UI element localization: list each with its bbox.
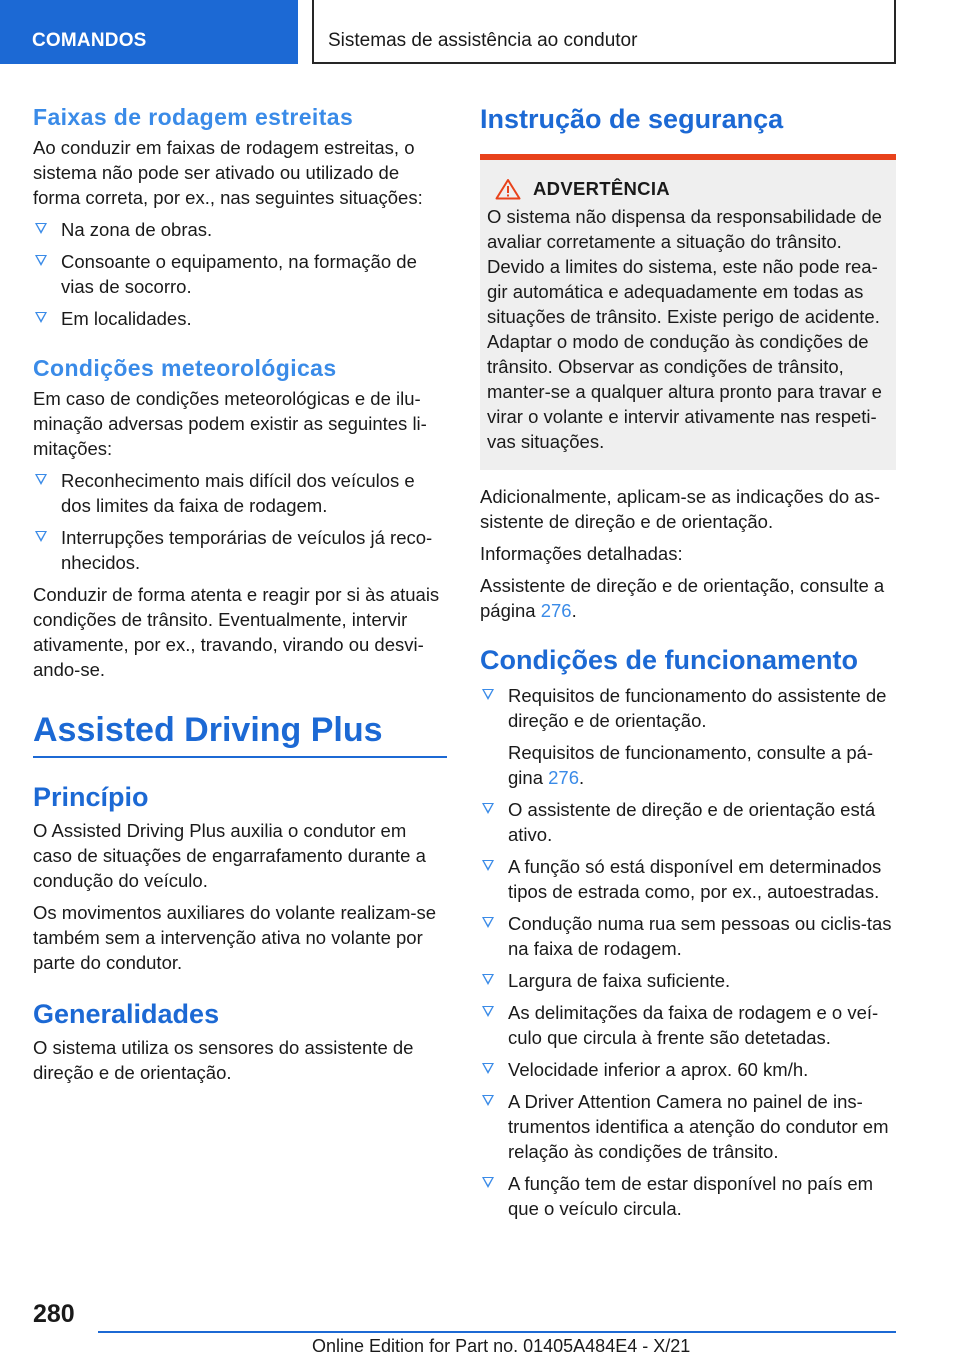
narrow-lanes-list [33,217,447,331]
warning-triangle-icon [495,178,521,200]
details-label: Informações detalhadas: [480,543,683,564]
triangle-bullet-icon [482,1177,494,1188]
weather-intro: Em caso de condições meteorológicas e de ilu-minação adversas podem existir as seguintes li-mitações: [33,388,427,459]
edition-note: Online Edition for Part no. 01405A484E4 - X/21 [312,1336,691,1356]
triangle-bullet-icon [35,531,47,542]
warning-box [480,154,896,470]
heading-conditions: Condições de funcionamento [480,645,859,675]
page-reference-link[interactable]: 276 [540,600,572,621]
general-p1: O sistema utiliza os sensores do assistente de direção e de orientação. [33,1037,414,1083]
triangle-bullet-icon [482,917,494,928]
chapter-header [312,0,896,64]
conditions-list [480,683,896,1221]
triangle-bullet-icon [482,974,494,985]
heading-safety: Instrução de segurança [480,104,784,134]
list-item: Largura de faixa suficiente. [480,968,896,993]
warning-text: O sistema não dispensa da responsabilidade de avaliar corretamente a situação do trânsito. Devido a limites do sistema, este não pode rea-gir automática e adequadamente em todas as situações de trânsito. Existe perigo de acidente. Adaptar o modo de condução às condições de trânsito. Observar as condições de trânsito, manter-se a qualquer altura pronto para travar e virar o volante e intervir ativamente nas respeti-vas situações. [487,206,882,452]
triangle-bullet-icon [482,689,494,700]
triangle-bullet-icon [482,1095,494,1106]
triangle-bullet-icon [482,860,494,871]
list-subtext: Requisitos de funcionamento, consulte a pá-gina 276. [508,742,874,788]
principle-p1: O Assisted Driving Plus auxilia o condutor em caso de situações de engarrafamento durante a condução do veículo. [33,820,426,891]
weather-outro: Conduzir de forma atenta e reagir por si às atuais condições de trânsito. Eventualmente, intervir ativamente, por ex., travando, virando ou desvi-ando-se. [33,584,440,680]
list-item: As delimitações da faixa de rodagem e o veí-culo que circula à frente são detetadas. [480,1000,896,1050]
page-number: 280 [33,1300,75,1328]
principle-p2: Os movimentos auxiliares do volante realizam-se também sem a intervenção ativa no volante por parte do condutor. [33,902,437,973]
main-title: Assisted Driving Plus [33,711,383,749]
right-column [480,102,896,1228]
narrow-lanes-intro: Ao conduzir em faixas de rodagem estreitas, o sistema não pode ser ativado ou utilizado de forma correta, por ex., nas seguintes situações: [33,137,423,208]
triangle-bullet-icon [482,1006,494,1017]
triangle-bullet-icon [35,474,47,485]
list-item: A Driver Attention Camera no painel de ins-trumentos identifica a atenção do condutor em relação às condições de trânsito. [480,1089,896,1164]
list-item: Velocidade inferior a aprox. 60 km/h. [480,1057,896,1082]
triangle-bullet-icon [35,312,47,323]
additional-text: Adicionalmente, aplicam-se as indicações do as-sistente de direção e de orientação. [480,486,881,532]
list-item: A função tem de estar disponível no país em que o veículo circula. [480,1171,896,1221]
section-label: COMANDOS [32,30,147,51]
list-item: Interrupções temporárias de veículos já reco-nhecidos. [33,525,447,575]
triangle-bullet-icon [35,223,47,234]
chapter-title: Sistemas de assistência ao condutor [328,30,638,51]
details-text: Assistente de direção e de orientação, consulte a página 276. [480,575,885,621]
footer-divider [98,1331,896,1333]
list-item: O assistente de direção e de orientação está ativo. [480,797,896,847]
heading-principle: Princípio [33,782,149,812]
heading-general: Generalidades [33,999,220,1029]
list-item: Consoante o equipamento, na formação de vias de socorro. [33,249,447,299]
warning-title [487,178,888,200]
page-reference-link[interactable]: 276 [548,767,579,788]
triangle-bullet-icon [482,803,494,814]
left-column [33,102,447,1092]
triangle-bullet-icon [35,255,47,266]
list-item: Na zona de obras. [33,217,447,242]
list-item: Em localidades. [33,306,447,331]
heading-narrow-lanes: Faixas de rodagem estreitas [33,104,354,130]
weather-list [33,468,447,575]
list-item: Condução numa rua sem pessoas ou ciclis-tas na faixa de rodagem. [480,911,896,961]
warning-label: ADVERTÊNCIA [533,178,670,199]
main-title-block [33,708,447,758]
list-item: Requisitos de funcionamento do assistente de direção e de orientação. Requisitos de funcionamento, consulte a pá-gina 276. [480,683,896,790]
list-item: Reconhecimento mais difícil dos veículos e dos limites da faixa de rodagem. [33,468,447,518]
heading-weather: Condições meteorológicas [33,355,337,381]
list-item: A função só está disponível em determinados tipos de estrada como, por ex., autoestradas. [480,854,896,904]
triangle-bullet-icon [482,1063,494,1074]
section-tab [0,0,298,64]
